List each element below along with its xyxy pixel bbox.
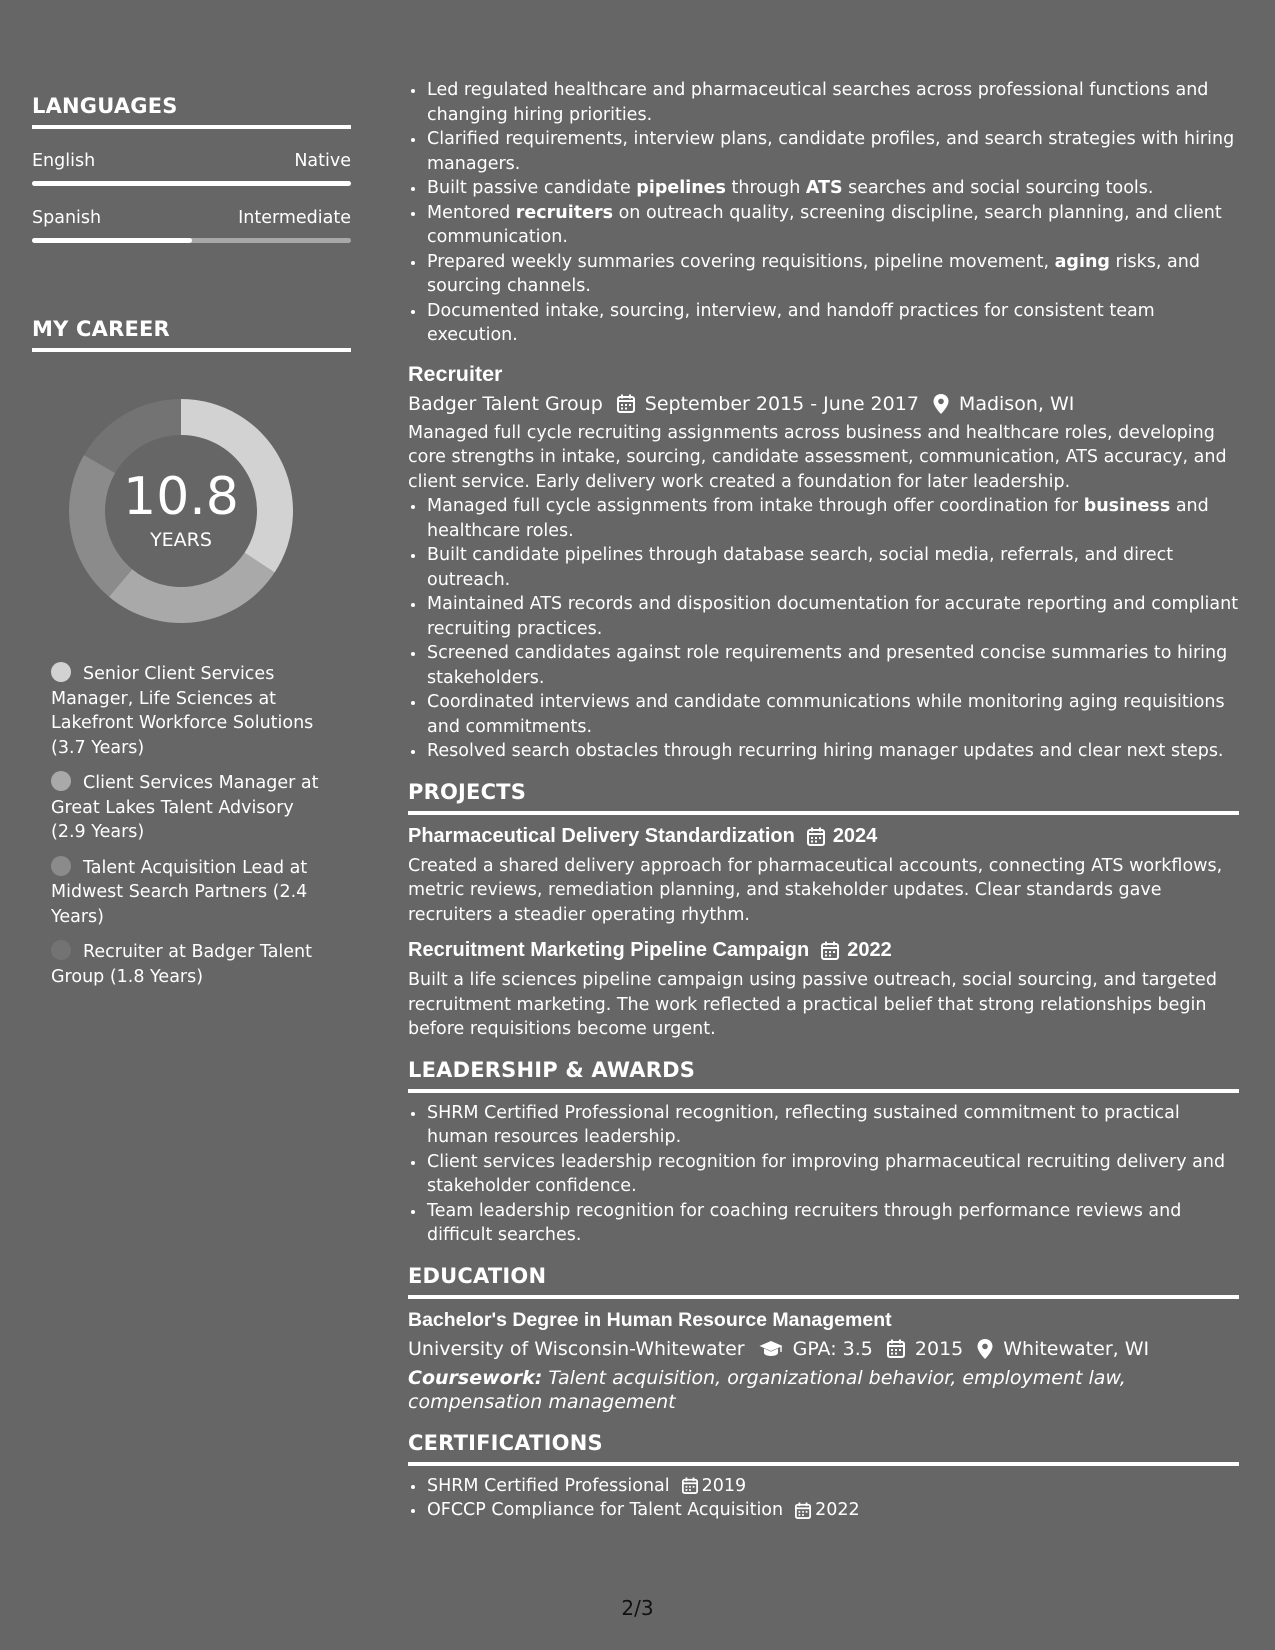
certification-year: 2022 [815, 1500, 860, 1520]
bullet-item: • Screened candidates against role requirements and presented concise summaries to hiring stakeholders. [426, 641, 1239, 690]
bullet-item: • Built passive candidate pipelines through ATS searches and social sourcing tools. [426, 176, 1239, 201]
education-meta [408, 1338, 1239, 1360]
language-name: Spanish [32, 208, 102, 228]
calendar-icon [617, 394, 635, 413]
languages-title: LANGUAGES [32, 94, 351, 129]
main-column [408, 78, 1239, 1523]
language-level: Intermediate [238, 208, 351, 228]
page-number: 2/3 [621, 1596, 654, 1620]
career-title: MY CAREER [32, 317, 351, 352]
coursework-label: Coursework: [408, 1366, 543, 1389]
job-location: Madison, WI [958, 392, 1075, 415]
previous-job-bullets [408, 78, 1239, 348]
legend-item [51, 940, 326, 989]
certification-name: • SHRM Certified Professional [427, 1475, 670, 1496]
career-donut-chart [66, 396, 296, 626]
gpa: GPA: 3.5 [792, 1337, 873, 1360]
language-bar-fill [32, 181, 351, 186]
career-legend [51, 662, 326, 989]
calendar-icon [795, 1502, 811, 1519]
career-total-years: 10.8 [123, 467, 239, 527]
job-title: Recruiter [408, 361, 503, 386]
project-item [408, 825, 1239, 928]
bullet-item: • Documented intake, sourcing, interview, and handoff practices for consistent team execution. [426, 299, 1239, 348]
map-pin-icon [977, 1339, 993, 1359]
bullet-item: • Mentored recruiters on outreach quality, screening discipline, search planning, and client communication. [426, 201, 1239, 250]
legend-dot [51, 771, 71, 791]
legend-dot [51, 856, 71, 876]
language-item [32, 208, 351, 243]
leadership-list [408, 1101, 1239, 1248]
bullet-item: • Resolved search obstacles through recurring hiring manager updates and clear next steps. [426, 739, 1239, 764]
project-item [408, 939, 1239, 1042]
project-year: 2024 [832, 824, 878, 847]
bullet-item: • Led regulated healthcare and pharmaceutical searches across professional functions and changing hiring priorities. [426, 78, 1239, 127]
bullet-item: • Client services leadership recognition for improving pharmaceutical recruiting delivery and stakeholder confidence. [426, 1150, 1239, 1199]
coursework-text: Talent acquisition, organizational behavior, employment law, compensation management [408, 1366, 1126, 1413]
legend-label: Senior Client Services Manager, Life Sciences at Lakefront Workforce Solutions (3.7 Years) [51, 664, 314, 758]
legend-item [51, 662, 326, 760]
sidebar [32, 94, 351, 1000]
certification-item [426, 1474, 1239, 1499]
bullet-item: • Coordinated interviews and candidate communications while monitoring aging requisitions and commitments. [426, 690, 1239, 739]
certification-year: 2019 [701, 1475, 747, 1496]
job-company: Badger Talent Group [408, 392, 603, 415]
graduation-year: 2015 [914, 1337, 964, 1360]
bullet-item: • Team leadership recognition for coaching recruiters through performance reviews and difficult searches. [426, 1199, 1239, 1248]
legend-label: Client Services Manager at Great Lakes Talent Advisory (2.9 Years) [51, 773, 319, 842]
certifications-title: CERTIFICATIONS [408, 1431, 1239, 1466]
bullet-item: • Clarified requirements, interview plans, candidate profiles, and search strategies with hiring managers. [426, 127, 1239, 176]
calendar-icon [807, 827, 825, 846]
legend-dot [51, 662, 71, 682]
legend-item [51, 771, 326, 845]
project-name: Pharmaceutical Delivery Standardization [408, 824, 795, 847]
certification-item [426, 1498, 1239, 1523]
calendar-icon [887, 1339, 905, 1358]
education-title: EDUCATION [408, 1264, 1239, 1299]
bullet-item: • SHRM Certified Professional recognition, reflecting sustained commitment to practical human resources leadership. [426, 1101, 1239, 1150]
job-summary: Managed full cycle recruiting assignments across business and healthcare roles, developing core strengths in intake, sourcing, candidate assessment, communication, ATS accuracy, and client service. Early delivery work created a foundation for later leadership. [408, 422, 1227, 492]
legend-dot [51, 940, 71, 960]
graduation-cap-icon [759, 1340, 783, 1358]
legend-item [51, 856, 326, 930]
job-dates: September 2015 - June 2017 [644, 392, 919, 415]
legend-label: Talent Acquisition Lead at Midwest Search Partners (2.4 Years) [51, 857, 308, 927]
certifications-list [408, 1474, 1239, 1523]
language-bar [32, 238, 351, 243]
language-level: Native [294, 151, 351, 171]
language-bar-fill [32, 238, 192, 243]
leadership-title: LEADERSHIP & AWARDS [408, 1058, 1239, 1093]
project-name: Recruitment Marketing Pipeline Campaign [408, 939, 810, 961]
job-meta [408, 393, 1239, 415]
bullet-item: • Managed full cycle assignments from intake through offer coordination for business and healthcare roles. [426, 494, 1239, 543]
coursework [408, 1366, 1239, 1415]
projects-title: PROJECTS [408, 780, 1239, 815]
school-name: University of Wisconsin-Whitewater [408, 1337, 745, 1360]
bullet-item: • Built candidate pipelines through database search, social media, referrals, and direct outreach. [426, 543, 1239, 592]
project-description: Created a shared delivery approach for pharmaceutical accounts, connecting ATS workflows, metric reviews, remediation planning, and stakeholder updates. Clear standards gave recruiters a steadier operating rhythm. [408, 855, 1223, 925]
language-bar [32, 181, 351, 186]
bullet-item: • Maintained ATS records and disposition documentation for accurate reporting and compliant recruiting practices. [426, 592, 1239, 641]
calendar-icon [682, 1477, 698, 1494]
legend-label: Recruiter at Badger Talent Group (1.8 Years) [51, 942, 313, 987]
language-item [32, 151, 351, 186]
bullet-item: • Prepared weekly summaries covering requisitions, pipeline movement, aging risks, and sourcing channels. [426, 250, 1239, 299]
project-description: Built a life sciences pipeline campaign using passive outreach, social sourcing, and targeted recruitment marketing. The work reflected a practical belief that strong relationships begin before requisitions become urgent. [408, 970, 1217, 1039]
language-name: English [32, 151, 96, 171]
project-year: 2022 [847, 939, 892, 961]
calendar-icon [821, 941, 839, 960]
map-pin-icon [933, 394, 949, 414]
education-location: Whitewater, WI [1003, 1337, 1150, 1360]
job-bullets [408, 494, 1239, 764]
degree-title: Bachelor's Degree in Human Resource Management [408, 1308, 892, 1331]
certification-name: • OFCCP Compliance for Talent Acquisition [427, 1500, 784, 1520]
career-years-unit: YEARS [150, 529, 212, 551]
